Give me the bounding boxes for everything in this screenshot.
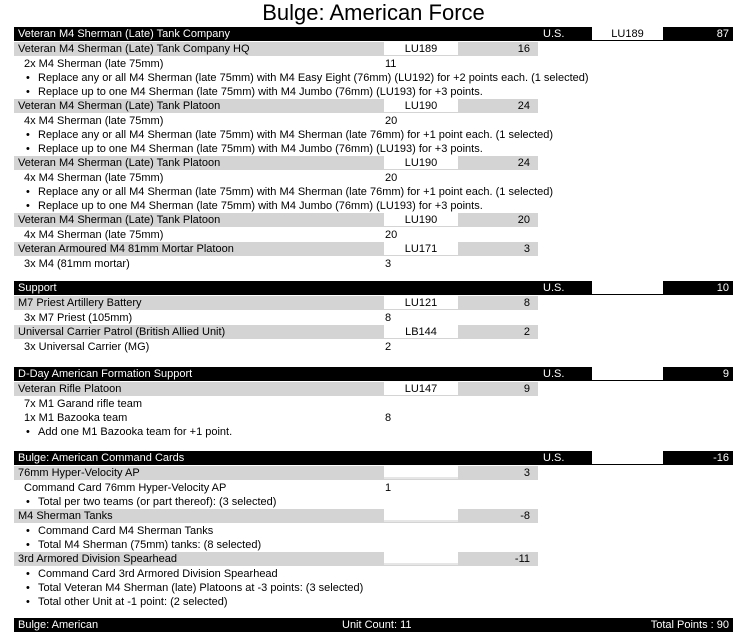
section-name: Veteran M4 Sherman (Late) Tank Company: [18, 28, 230, 40]
unit-option-bullet: • Total Veteran M4 Sherman (late) Platoons at -3 points: (3 selected): [26, 581, 363, 595]
section-nation: U.S.: [543, 282, 565, 294]
composition-text: 3x Universal Carrier (MG): [24, 341, 150, 353]
unit-row[interactable]: [14, 296, 538, 310]
section-name: Bulge: American Command Cards: [18, 452, 185, 464]
composition-points: 20: [385, 229, 398, 241]
unit-points: 8: [523, 297, 530, 309]
unit-option-bullet: • Replace up to one M4 Sherman (late 75mm) with M4 Jumbo (76mm) (LU193) for +3 points.: [26, 142, 483, 156]
unit-option-bullet: • Total other Unit at -1 point: (2 selected): [26, 595, 228, 609]
unit-points: 24: [517, 100, 530, 112]
unit-option-bullet: • Add one M1 Bazooka team for +1 point.: [26, 425, 232, 439]
unit-option-bullet: • Command Card M4 Sherman Tanks: [26, 524, 213, 538]
unit-code-box[interactable]: LU190: [384, 213, 458, 226]
composition-text: 4x M4 Sherman (late 75mm): [24, 229, 164, 241]
page-title: Bulge: American Force: [262, 0, 485, 25]
footer-total-points: Total Points : 90: [650, 619, 729, 631]
unit-name: M4 Sherman Tanks: [18, 510, 113, 522]
section-nation: U.S.: [543, 452, 565, 464]
unit-code-box[interactable]: LU190: [384, 156, 458, 169]
composition-text: 1x M1 Bazooka team: [24, 412, 128, 424]
unit-code-box[interactable]: LU121: [384, 296, 458, 309]
composition-points: 8: [385, 312, 392, 324]
unit-composition-line: [24, 397, 142, 411]
unit-row[interactable]: [14, 213, 538, 227]
unit-points: 24: [517, 157, 530, 169]
section-header[interactable]: [14, 367, 733, 381]
unit-name: 3rd Armored Division Spearhead: [18, 553, 177, 565]
unit-row[interactable]: [14, 552, 538, 566]
unit-name: Veteran M4 Sherman (Late) Tank Platoon: [18, 100, 221, 112]
composition-points: 8: [385, 412, 392, 424]
composition-text: 4x M4 Sherman (late 75mm): [24, 115, 164, 127]
unit-row[interactable]: [14, 466, 538, 480]
composition-points: 3: [385, 258, 392, 270]
unit-points: 3: [523, 467, 530, 479]
unit-composition-line: [24, 171, 398, 185]
composition-points: 20: [385, 172, 398, 184]
composition-text: 3x M4 (81mm mortar): [24, 258, 130, 270]
unit-option-bullet: • Total M4 Sherman (75mm) tanks: (8 selected): [26, 538, 261, 552]
unit-composition-line: [24, 411, 392, 425]
unit-name: Universal Carrier Patrol (British Allied Unit): [18, 326, 226, 338]
unit-name: Veteran M4 Sherman (Late) Tank Platoon: [18, 214, 221, 226]
footer-unit-count: Unit Count: 11: [342, 619, 412, 631]
composition-text: Command Card 76mm Hyper-Velocity AP: [24, 482, 227, 494]
unit-option-bullet: • Replace any or all M4 Sherman (late 75mm) with M4 Sherman (late 76mm) for +1 point each. (1 selected): [26, 128, 553, 142]
unit-option-bullet: • Total per two teams (or part thereof): (3 selected): [26, 495, 276, 509]
unit-option-bullet: • Replace up to one M4 Sherman (late 75mm) with M4 Jumbo (76mm) (LU193) for +3 points.: [26, 199, 483, 213]
unit-composition-line: [24, 481, 392, 495]
unit-option-bullet: • Replace up to one M4 Sherman (late 75mm) with M4 Jumbo (76mm) (LU193) for +3 points.: [26, 85, 483, 99]
composition-points: 20: [385, 115, 398, 127]
unit-code-box[interactable]: [384, 509, 458, 522]
section-header[interactable]: [14, 27, 733, 41]
section-points: 9: [722, 368, 729, 380]
unit-code-box[interactable]: LU190: [384, 99, 458, 112]
unit-code-box[interactable]: LU189: [384, 42, 458, 55]
unit-code-box[interactable]: [384, 466, 458, 479]
section-name: Support: [18, 282, 57, 294]
composition-text: 2x M4 Sherman (late 75mm): [24, 58, 164, 70]
unit-name: Veteran Rifle Platoon: [18, 383, 122, 395]
unit-points: 9: [523, 383, 530, 395]
section-code-box[interactable]: [592, 281, 663, 294]
unit-composition-line: [24, 228, 398, 242]
unit-code-box[interactable]: LU171: [384, 242, 458, 255]
unit-option-bullet: • Replace any or all M4 Sherman (late 75mm) with M4 Sherman (late 76mm) for +1 point each. (1 selected): [26, 185, 553, 199]
unit-composition-line: [24, 57, 397, 71]
composition-points: 2: [385, 341, 392, 353]
unit-row[interactable]: [14, 156, 538, 170]
unit-points: -8: [520, 510, 530, 522]
footer-bar: [14, 618, 733, 632]
section-nation: U.S.: [543, 368, 565, 380]
unit-name: Veteran M4 Sherman (Late) Tank Company HQ: [18, 43, 250, 55]
composition-points: 1: [385, 482, 392, 494]
section-code-box[interactable]: [592, 367, 663, 380]
unit-option-bullet: • Replace any or all M4 Sherman (late 75mm) with M4 Easy Eight (76mm) (LU192) for +2 points each. (1 selected): [26, 71, 589, 85]
unit-composition-line: [24, 257, 392, 271]
unit-points: 2: [523, 326, 530, 338]
section-code-box[interactable]: [592, 451, 663, 464]
unit-row[interactable]: [14, 99, 538, 113]
section-nation: U.S.: [543, 28, 565, 40]
composition-points: 11: [385, 58, 397, 70]
unit-row[interactable]: [14, 325, 538, 339]
unit-name: Veteran M4 Sherman (Late) Tank Platoon: [18, 157, 221, 169]
section-points: 10: [716, 282, 729, 294]
section-header[interactable]: [14, 451, 733, 465]
unit-row[interactable]: [14, 42, 538, 56]
unit-code-box[interactable]: LB144: [384, 325, 458, 338]
unit-name: Veteran Armoured M4 81mm Mortar Platoon: [18, 243, 234, 255]
section-points: -16: [713, 452, 729, 464]
section-header[interactable]: [14, 281, 733, 295]
unit-points: 16: [517, 43, 530, 55]
unit-composition-line: [24, 340, 392, 354]
section-name: D-Day American Formation Support: [18, 368, 193, 380]
unit-row[interactable]: [14, 509, 538, 523]
unit-option-bullet: • Command Card 3rd Armored Division Spearhead: [26, 567, 278, 581]
unit-row[interactable]: [14, 382, 538, 396]
unit-code-box[interactable]: LU147: [384, 382, 458, 395]
footer-force-name: Bulge: American: [18, 619, 99, 631]
composition-text: 7x M1 Garand rifle team: [24, 398, 142, 410]
unit-points: 20: [517, 214, 530, 226]
unit-points: -11: [514, 553, 530, 565]
unit-composition-line: [24, 114, 398, 128]
unit-composition-line: [24, 311, 392, 325]
composition-text: 3x M7 Priest (105mm): [24, 312, 133, 324]
unit-points: 3: [523, 243, 530, 255]
section-points: 87: [716, 28, 729, 40]
composition-text: 4x M4 Sherman (late 75mm): [24, 172, 164, 184]
unit-row[interactable]: [14, 242, 538, 256]
unit-name: 76mm Hyper-Velocity AP: [18, 467, 140, 479]
section-code-box[interactable]: LU189: [592, 27, 663, 40]
unit-code-box[interactable]: [384, 552, 458, 565]
unit-name: M7 Priest Artillery Battery: [18, 297, 142, 309]
